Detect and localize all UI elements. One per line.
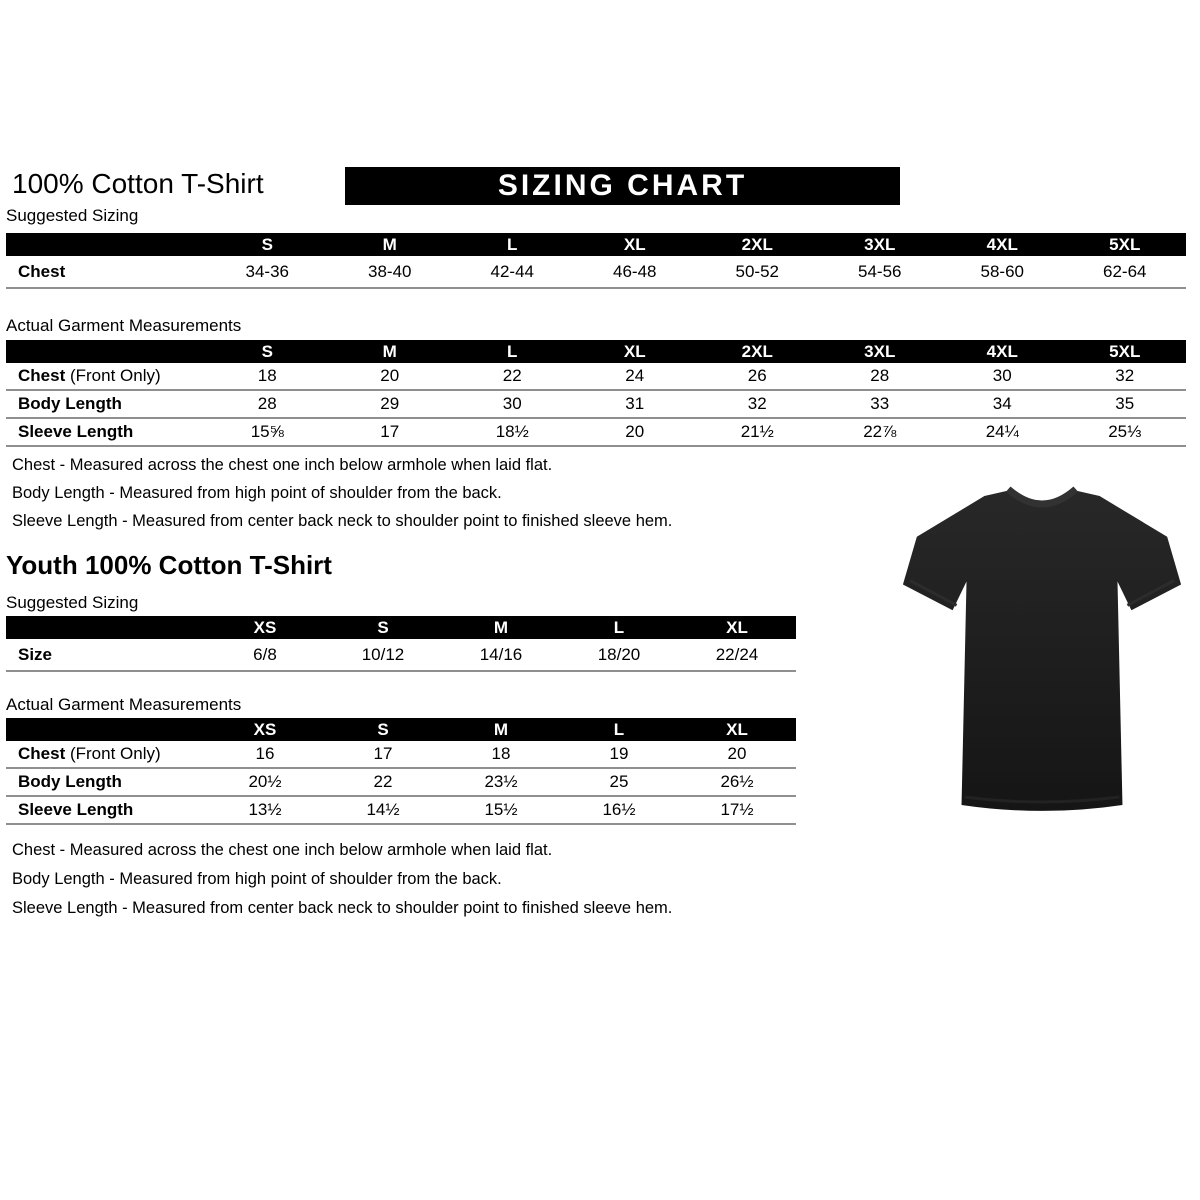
youth-section-title: Youth 100% Cotton T-Shirt [6,550,332,580]
size-column-header: 2XL [741,341,773,361]
table-header-row [6,233,1186,256]
table-row [6,797,796,825]
measurement-cell: 22 [502,366,522,385]
measurement-cell: 6/8 [253,644,277,664]
measurement-cell: 22 [373,772,393,791]
table-header-row [6,718,796,741]
size-column-header: L [507,234,518,254]
size-column-header: S [377,719,389,739]
size-column-header: L [613,719,625,739]
measurement-cell: 26 [747,366,767,385]
measurement-cell: 32 [747,394,767,413]
size-column-header: 5XL [1109,341,1141,361]
measurement-cell: 29 [380,394,400,413]
row-label: Chest (Front Only) [18,744,161,763]
measurement-cell: 18 [491,744,511,763]
measurement-cell: 14½ [366,800,400,819]
measurement-cell: 34 [992,394,1012,413]
measurement-cell: 17½ [720,800,754,819]
measurement-cell: 38-40 [368,261,412,281]
size-column-header: 3XL [864,341,896,361]
size-column-header: S [377,617,389,637]
size-column-header: XL [726,719,748,739]
size-column-header: XS [253,617,277,637]
measurement-cell: 19 [609,744,629,763]
measurement-cell: 15½ [484,800,518,819]
measurement-cell: 14/16 [479,644,523,664]
measurement-cell: 10/12 [361,644,405,664]
note-chest: Chest - Measured across the chest one inch below armhole when laid flat. [12,456,553,474]
adult-suggested-sizing-table [6,233,1186,289]
measurement-cell: 24¼ [985,422,1019,441]
measurement-cell: 62-64 [1103,261,1147,281]
measurement-cell: 22/24 [715,644,759,664]
note-body-length: Body Length - Measured from high point of shoulder from the back. [12,484,502,502]
measurement-cell: 34-36 [245,261,289,281]
measurement-cell: 18/20 [597,644,641,664]
youth-suggested-sizing-label: Suggested Sizing [6,593,139,612]
measurement-cell: 35 [1115,394,1135,413]
size-column-header: 5XL [1109,234,1141,254]
note-body-length: Body Length - Measured from high point of shoulder from the back. [12,870,502,888]
size-column-header: XL [726,617,748,637]
table-row [6,256,1186,289]
measurement-cell: 16 [255,744,275,763]
measurement-cell: 17 [380,422,400,441]
tshirt-image [893,476,1191,828]
sizing-chart-banner: SIZING CHART [345,167,900,205]
measurement-cell: 18½ [495,422,529,441]
table-row [6,419,1186,447]
size-column-header: S [261,341,273,361]
size-column-header: S [261,234,273,254]
measurement-cell: 13½ [248,800,282,819]
measurement-cell: 25⅓ [1108,422,1142,441]
note-sleeve-length: Sleeve Length - Measured from center back neck to shoulder point to finished sleeve hem. [12,899,673,917]
size-column-header: 4XL [986,234,1018,254]
youth-suggested-sizing-table [6,616,796,672]
size-column-header: XL [623,234,646,254]
table-row [6,769,796,797]
measurement-cell: 18 [257,366,277,385]
measurement-cell: 20 [727,744,747,763]
row-label: Body Length [18,772,122,791]
measurement-cell: 26½ [720,772,754,791]
youth-actual-measurements-table [6,718,796,825]
row-label: Sleeve Length [18,422,134,441]
measurement-cell: 22⅞ [863,422,897,441]
measurement-cell: 20 [625,422,645,441]
table-row [6,741,796,769]
measurement-cell: 31 [625,394,645,413]
size-column-header: XS [253,719,277,739]
table-row [6,639,796,672]
table-header-row [6,340,1186,363]
measurement-cell: 46-48 [613,261,657,281]
measurement-cell: 42-44 [490,261,534,281]
measurement-cell: 30 [992,366,1012,385]
row-label: Chest (Front Only) [18,366,161,385]
size-column-header: L [613,617,625,637]
measurement-cell: 30 [502,394,522,413]
note-chest: Chest - Measured across the chest one inch below armhole when laid flat. [12,841,553,859]
table-row [6,391,1186,419]
adult-actual-measurements-label: Actual Garment Measurements [6,316,242,335]
tshirt-body [903,490,1181,811]
measurement-cell: 25 [609,772,629,791]
measurement-cell: 24 [625,366,645,385]
measurement-cell: 32 [1115,366,1135,385]
youth-measurement-notes [12,840,872,927]
measurement-cell: 54-56 [858,261,902,281]
measurement-cell: 23½ [484,772,518,791]
youth-actual-measurements-label: Actual Garment Measurements [6,695,242,714]
measurement-cell: 17 [373,744,393,763]
measurement-cell: 28 [870,366,890,385]
size-column-header: 2XL [741,234,773,254]
adult-measurement-notes [12,455,872,539]
size-column-header: M [493,617,509,637]
measurement-cell: 15⅝ [250,422,284,441]
size-column-header: L [507,341,518,361]
row-label: Sleeve Length [18,800,134,819]
page-title: 100% Cotton T-Shirt [12,168,264,199]
size-column-header: M [382,341,397,361]
size-column-header: M [382,234,397,254]
size-column-header: XL [623,341,646,361]
row-label: Body Length [18,394,122,413]
measurement-cell: 20 [380,366,400,385]
size-column-header: 3XL [864,234,896,254]
row-label: Size [18,644,53,664]
note-sleeve-length: Sleeve Length - Measured from center back neck to shoulder point to finished sleeve hem. [12,512,673,530]
measurement-cell: 50-52 [735,261,779,281]
adult-actual-measurements-table [6,340,1186,447]
measurement-cell: 28 [257,394,277,413]
measurement-cell: 20½ [248,772,282,791]
measurement-cell: 21½ [740,422,774,441]
size-column-header: M [493,719,509,739]
row-label: Chest [18,261,66,281]
measurement-cell: 16½ [602,800,636,819]
measurement-cell: 58-60 [980,261,1024,281]
table-row [6,363,1186,391]
size-column-header: 4XL [986,341,1018,361]
adult-suggested-sizing-label: Suggested Sizing [6,206,139,225]
table-header-row [6,616,796,639]
measurement-cell: 33 [870,394,890,413]
